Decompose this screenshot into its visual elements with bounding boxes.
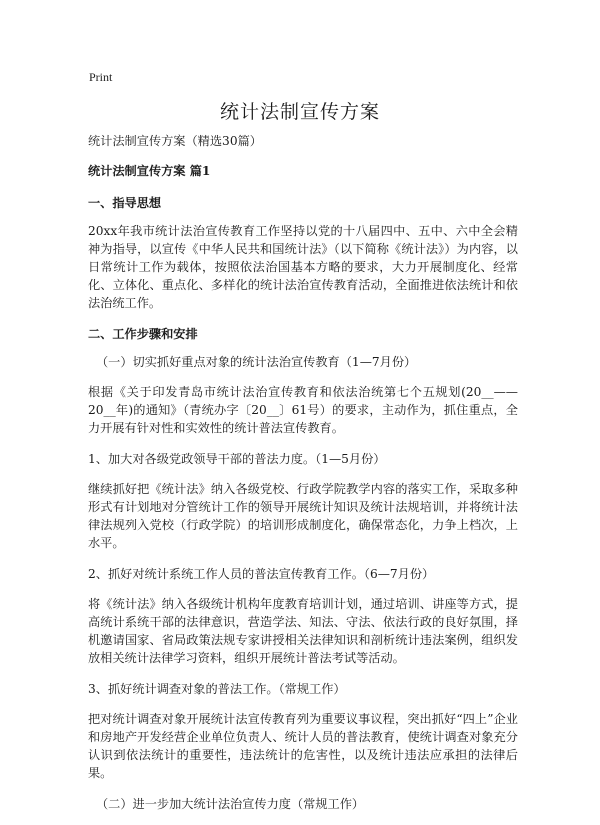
document-body bbox=[88, 132, 518, 825]
item-heading-3: 3、抓好统计调查对象的普法工作。（常规工作） bbox=[88, 682, 346, 696]
subsection-heading-2: （二）进一步加大统计法治宣传力度（常规工作） bbox=[96, 797, 365, 811]
item-paragraph-1: 继续抓好把《统计法》纳入各级党校、行政学院教学内容的落实工作，采取多种形式有计划地对分管统计工作的领导开展统计知识及统计法规培训，并将统计法律法规列入党校（行政学院）的培训形成制度化，确保常态化，力争上档次，上水平。 bbox=[88, 482, 518, 550]
section-heading-1: 一、指导思想 bbox=[88, 196, 162, 210]
section-heading-2: 二、工作步骤和安排 bbox=[88, 327, 198, 341]
document-subtitle: 统计法制宣传方案（精选30篇） bbox=[88, 134, 262, 148]
item-paragraph-2: 将《统计法》纳入各级统计机构年度教育培训计划，通过培训、讲座等方式，提高统计系统干部的法律意识，营造学法、知法、守法、依法行政的良好氛围，择机邀请国家、省局政策法规专家讲授相关法律知识和剖析统计违法案例，组织发放相关统计法律学习资料，组织开展统计普法考试等活动。 bbox=[88, 597, 518, 665]
subsection-paragraph-1: 根据《关于印发青岛市统计法治宣传教育和依法治统第七个五规划(20__——20__年)的通知》（青统办字〔20__〕61号）的要求，主动作为，抓住重点，全力开展有针对性和实效性的统计普法宣传教育。 bbox=[88, 385, 518, 435]
item-paragraph-3: 把对统计调查对象开展统计法宣传教育列为重要议事议程，突出抓好“四上”企业和房地产开发经营企业单位负责人、统计人员的普法教育，使统计调查对象充分认识到依法统计的重要性，违法统计的危害性，以及统计违法应承担的法律后果。 bbox=[88, 712, 518, 780]
item-heading-2: 2、抓好对统计系统工作人员的普法宣传教育工作。（6—7月份） bbox=[88, 567, 435, 581]
page-title: 统计法制宣传方案 bbox=[219, 101, 380, 123]
item-heading-1: 1、加大对各级党政领导干部的普法力度。（1—5月份） bbox=[88, 452, 386, 466]
article-title: 统计法制宣传方案 篇1 bbox=[88, 164, 211, 178]
print-link[interactable]: Print bbox=[89, 70, 113, 84]
section-paragraph-1: 20xx年我市统计法治宣传教育工作坚持以党的十八届四中、五中、六中全会精神为指导，以宣传《中华人民共和国统计法》（以下简称《统计法》）为内容，以日常统计工作为载体，按照依法治国基本方略的要求，大力开展制度化、经常化、立体化、重点化、多样化的统计法治宣传教育活动，全面推进依法统计和依法治统工作。 bbox=[88, 224, 518, 310]
subsection-heading-1: （一）切实抓好重点对象的统计法治宣传教育（1—7月份） bbox=[96, 355, 417, 369]
